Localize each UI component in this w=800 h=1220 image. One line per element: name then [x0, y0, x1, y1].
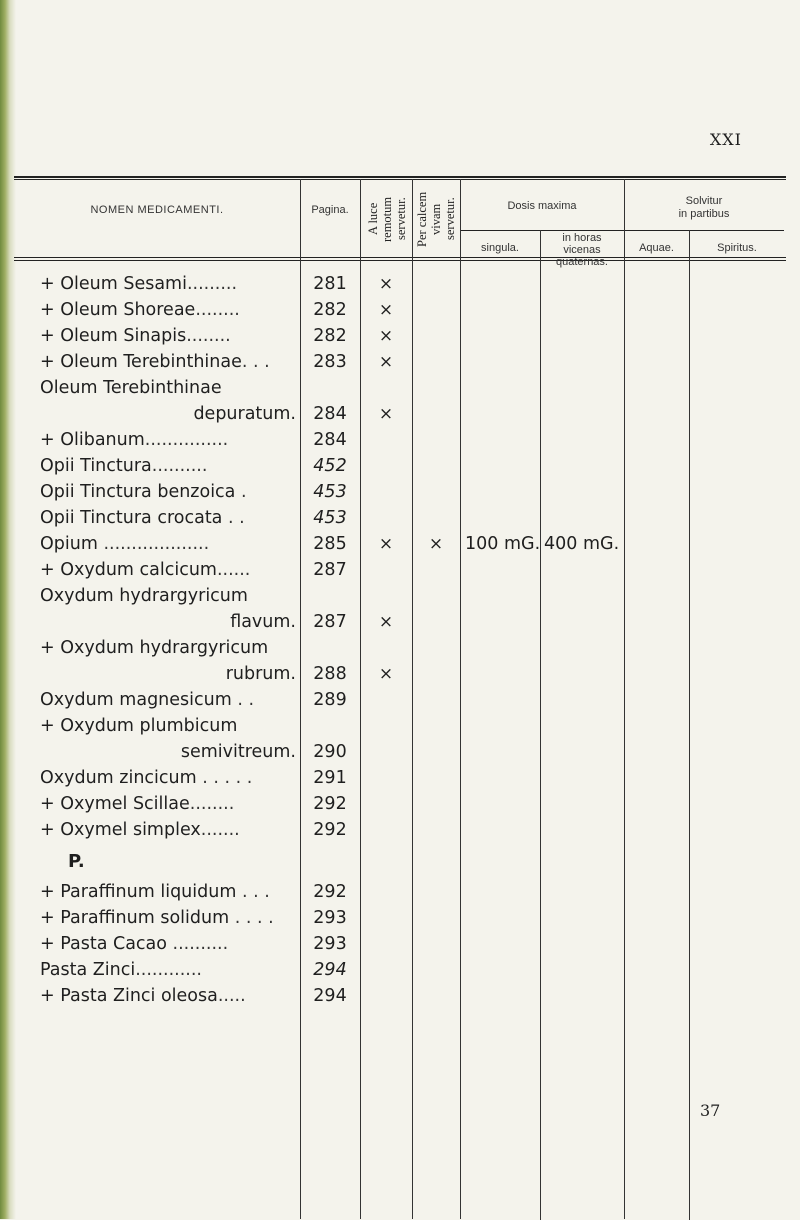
table-row	[0, 532, 800, 556]
medicament-name: + Oxydum calcicum......	[40, 560, 251, 580]
table-row	[0, 714, 800, 738]
table-row	[0, 506, 800, 530]
table-row	[0, 636, 800, 660]
table-row	[0, 298, 800, 322]
luce-mark: ×	[378, 300, 394, 320]
header-top-rule	[14, 176, 786, 178]
luce-mark: ×	[378, 274, 394, 294]
leader-dots: . .	[231, 690, 255, 710]
leader-dots: ......	[216, 560, 251, 580]
medicament-name: + Oxydum hydrargyricum	[40, 638, 269, 658]
page-reference: 289	[313, 690, 347, 710]
leader-dots: ........	[189, 794, 235, 814]
medicament-name: Oxydum hydrargyricum	[40, 586, 248, 606]
footer-number: 37	[700, 1101, 721, 1120]
table-row	[0, 662, 800, 686]
table-row	[0, 584, 800, 608]
leader-dots: . . . . .	[196, 768, 253, 788]
table-row	[0, 906, 800, 930]
page-reference: 292	[313, 794, 347, 814]
table-row	[0, 272, 800, 296]
table-row	[0, 558, 800, 582]
table-row	[0, 480, 800, 504]
header-luce: A luce remotum servetur.	[366, 196, 408, 242]
medicament-name: Oleum Terebinthinae	[40, 378, 222, 398]
medicament-name: + Paraffinum solidum . . . .	[40, 908, 274, 928]
leader-dots: ...............	[144, 430, 229, 450]
table-row	[0, 740, 800, 764]
table-row	[0, 984, 800, 1008]
medicament-name: semivitreum.	[180, 742, 296, 762]
table-row	[0, 610, 800, 634]
calcem-mark: ×	[428, 534, 444, 554]
header-bottom-rule-2	[14, 260, 786, 261]
page-reference: 282	[313, 326, 347, 346]
leader-dots: .......	[200, 820, 240, 840]
luce-mark: ×	[378, 352, 394, 372]
page-reference: 290	[313, 742, 347, 762]
luce-mark: ×	[378, 534, 394, 554]
page-reference: 292	[313, 882, 347, 902]
dose-horas: 400 mG.	[544, 534, 620, 554]
page-reference: 288	[313, 664, 347, 684]
page-reference: 282	[313, 300, 347, 320]
header-aquae: Aquae.	[639, 242, 674, 254]
medicament-name: Opium ...................	[40, 534, 210, 554]
medicament-name: + Paraffinum liquidum . . .	[40, 882, 270, 902]
table-row	[0, 792, 800, 816]
luce-mark: ×	[378, 326, 394, 346]
leader-dots: . . . .	[229, 908, 274, 928]
leader-dots: .	[235, 482, 247, 502]
table-row	[0, 454, 800, 478]
header-calcem: Per calcem vivam servetur.	[415, 191, 457, 247]
medicament-name: + Oxymel simplex.......	[40, 820, 240, 840]
medicament-name: Oxydum magnesicum . .	[40, 690, 255, 710]
leader-dots: ...................	[97, 534, 210, 554]
medicament-name: + Pasta Zinci oleosa.....	[40, 986, 246, 1006]
medicament-name: + Oleum Sesami.........	[40, 274, 238, 294]
page-reference: 283	[313, 352, 347, 372]
table-row	[0, 402, 800, 426]
header-solvitur: Solvitur in partibus	[678, 195, 730, 220]
table-row	[0, 850, 800, 874]
table-row	[0, 958, 800, 982]
header-bottom-rule	[14, 257, 786, 258]
page-reference: 452	[313, 456, 347, 476]
table-row	[0, 818, 800, 842]
table-row	[0, 880, 800, 904]
table-row	[0, 324, 800, 348]
table-row	[0, 932, 800, 956]
header-nomen: NOMEN MEDICAMENTI.	[90, 204, 224, 216]
medicament-name: Opii Tinctura crocata . .	[40, 508, 245, 528]
luce-mark: ×	[378, 612, 394, 632]
page-reference: 287	[313, 612, 347, 632]
leader-dots: ..........	[166, 934, 229, 954]
dose-singula: 100 mG.	[465, 534, 541, 554]
leader-dots: ........	[195, 300, 240, 320]
page-reference: 453	[313, 482, 347, 502]
medicament-name: + Olibanum...............	[40, 430, 229, 450]
medicament-name: + Oxymel Scillae........	[40, 794, 235, 814]
medicament-name: depuratum.	[193, 404, 296, 424]
medicament-name: Opii Tinctura..........	[40, 456, 208, 476]
medicament-name: Oxydum zincicum . . . . .	[40, 768, 253, 788]
leader-dots: . .	[222, 508, 245, 528]
leader-dots: ..........	[151, 456, 208, 476]
table-row	[0, 688, 800, 712]
table-row	[0, 428, 800, 452]
medicament-name: + Oleum Sinapis........	[40, 326, 231, 346]
page-number: XXI	[709, 130, 742, 149]
medicament-name: + Oxydum plumbicum	[40, 716, 238, 736]
page-reference: 284	[313, 404, 347, 424]
leader-dots: .........	[186, 274, 238, 294]
medicament-name: + Pasta Cacao ..........	[40, 934, 229, 954]
medicament-name: + Oleum Shoreae........	[40, 300, 240, 320]
page-reference: 292	[313, 820, 347, 840]
header-singula: singula.	[481, 242, 519, 254]
medicament-name: rubrum.	[225, 664, 296, 684]
header-dosis: Dosis maxima	[507, 200, 577, 212]
header-top-rule-thin	[14, 179, 786, 180]
page-reference: 294	[313, 986, 347, 1006]
page-reference: 285	[313, 534, 347, 554]
header-spiritus: Spiritus.	[717, 242, 757, 254]
header-subrule	[460, 230, 784, 231]
leader-dots: ............	[135, 960, 202, 980]
luce-mark: ×	[378, 664, 394, 684]
table-row	[0, 376, 800, 400]
page-reference: 291	[313, 768, 347, 788]
table-row	[0, 766, 800, 790]
medicament-name: Pasta Zinci............	[40, 960, 202, 980]
leader-dots: . . .	[236, 882, 270, 902]
table-row	[0, 350, 800, 374]
page-reference: 294	[313, 960, 347, 980]
header-pagina: Pagina.	[311, 204, 349, 216]
header-horas: in horas vicenas quaternas.	[556, 232, 608, 268]
section-letter: P.	[68, 851, 85, 872]
medicament-name: + Oleum Terebinthinae. . .	[40, 352, 270, 372]
medicament-name: flavum.	[230, 612, 296, 632]
leader-dots: ........	[186, 326, 231, 346]
page-reference: 453	[313, 508, 347, 528]
page-reference: 284	[313, 430, 347, 450]
luce-mark: ×	[378, 404, 394, 424]
leader-dots: . . .	[241, 352, 270, 372]
leader-dots: .....	[217, 986, 246, 1006]
page-reference: 293	[313, 934, 347, 954]
page-reference: 281	[313, 274, 347, 294]
page-reference: 287	[313, 560, 347, 580]
page-reference: 293	[313, 908, 347, 928]
medicament-name: Opii Tinctura benzoica .	[40, 482, 247, 502]
